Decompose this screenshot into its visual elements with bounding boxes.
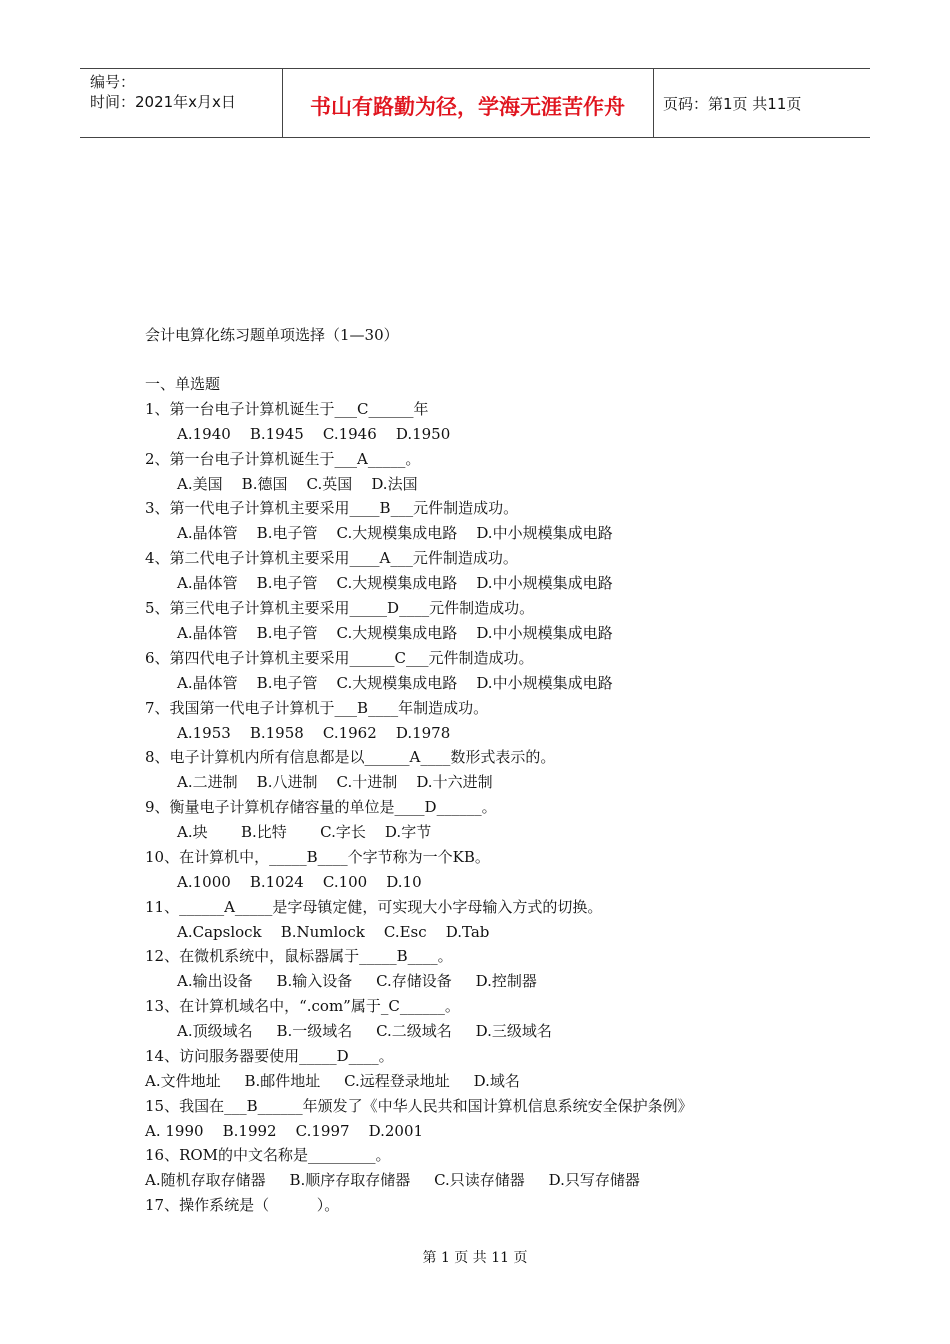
question-line: 6、第四代电子计算机主要采用______C___元件制造成功。 [145,649,534,667]
question-line: 2、第一台电子计算机诞生于___A_____。 [145,450,421,468]
options-line: A.1953 B.1958 C.1962 D.1978 [177,724,451,742]
options-line: A.1940 B.1945 C.1946 D.1950 [177,425,451,443]
options-line: A.文件地址 B.邮件地址 C.远程登录地址 D.域名 [145,1072,520,1090]
question-line: 11、______A_____是字母镇定健，可实现大小字母输入方式的切换。 [145,898,603,916]
document-title: 会计电算化练习题单项选择（1—30） [145,326,399,344]
question-line: 5、第三代电子计算机主要采用_____D____元件制造成功。 [145,599,535,617]
question-line: 13、在计算机域名中，“.com”属于_C______。 [145,997,460,1015]
page-info: 页码：第1页 共11页 [663,95,802,113]
options-line: A.晶体管 B.电子管 C.大规模集成电路 D.中小规模集成电路 [177,524,613,542]
question-line: 10、在计算机中，_____B____个字节称为一个KB。 [145,848,490,866]
question-line: 8、电子计算机内所有信息都是以______A____数形式表示的。 [145,748,556,766]
options-line: A.美国 B.德国 C.英国 D.法国 [177,475,418,493]
question-line: 9、衡量电子计算机存储容量的单位是____D______。 [145,798,497,816]
question-line: 3、第一代电子计算机主要采用____B___元件制造成功。 [145,499,519,517]
motto-text: 书山有路勤为径，学海无涯苦作舟 [310,95,625,119]
question-line: 14、访问服务器要使用_____D____。 [145,1047,394,1065]
question-line: 4、第二代电子计算机主要采用____A___元件制造成功。 [145,549,518,567]
options-line: A. 1990 B.1992 C.1997 D.2001 [145,1122,424,1140]
question-line: 15、我国在___B______年颁发了《中华人民共和国计算机信息系统安全保护条例》 [145,1097,693,1115]
options-line: A.输出设备 B.输入设备 C.存储设备 D.控制器 [177,972,537,990]
question-line: 7、我国第一代电子计算机于___B____年制造成功。 [145,699,489,717]
question-line: 12、在微机系统中，鼠标器属于_____B____。 [145,947,453,965]
section-heading: 一、单选题 [145,375,221,393]
serial-label: 编号： [90,73,136,91]
options-line: A.二进制 B.八进制 C.十进制 D.十六进制 [177,773,493,791]
options-line: A.顶级域名 B.一级域名 C.二级域名 D.三级域名 [177,1022,552,1040]
page-footer: 第 1 页 共 11 页 [422,1250,528,1266]
question-line: 16、ROM的中文名称是_________。 [145,1146,391,1164]
options-line: A.随机存取存储器 B.顺序存取存储器 C.只读存储器 D.只写存储器 [145,1171,640,1189]
options-line: A.Capslock B.Numlock C.Esc D.Tab [177,923,490,941]
options-line: A.晶体管 B.电子管 C.大规模集成电路 D.中小规模集成电路 [177,574,613,592]
question-line: 1、第一台电子计算机诞生于___C______年 [145,400,429,418]
date-text: 时间：2021年x月x日 [90,93,236,111]
question-line: 17、操作系统是（ ）。 [145,1196,340,1214]
options-line: A.块 B.比特 C.字长 D.字节 [177,823,432,841]
options-line: A.晶体管 B.电子管 C.大规模集成电路 D.中小规模集成电路 [177,624,613,642]
options-line: A.1000 B.1024 C.100 D.10 [177,873,422,891]
options-line: A.晶体管 B.电子管 C.大规模集成电路 D.中小规模集成电路 [177,674,613,692]
